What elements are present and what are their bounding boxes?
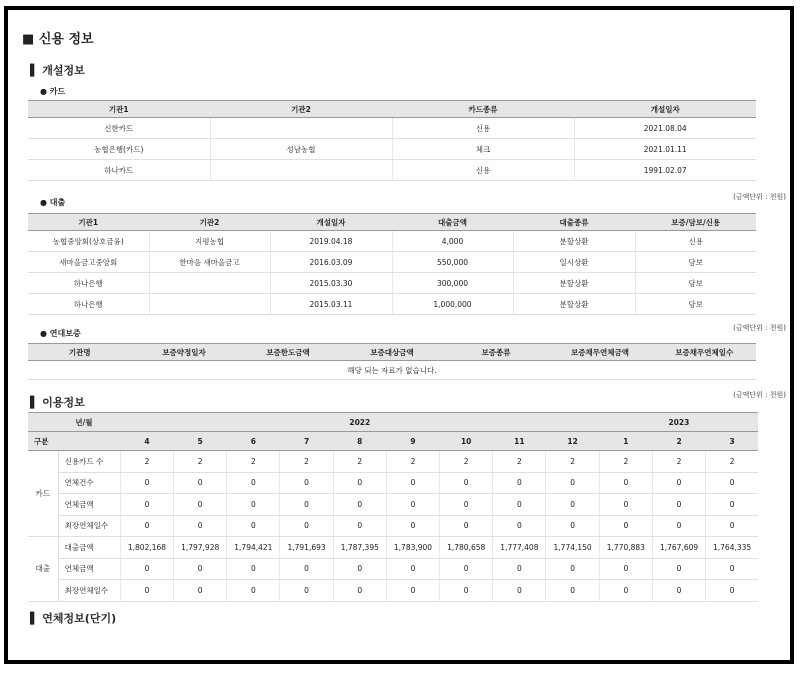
- table-cell: 0: [120, 558, 173, 580]
- table-cell: 1,783,900: [386, 537, 439, 559]
- table-cell: 일시상환: [513, 252, 635, 273]
- usage-table: [28, 412, 758, 602]
- table-cell: 1,774,150: [546, 537, 599, 559]
- guarantee-empty-message: 해당 되는 자료가 없습니다.: [28, 361, 756, 380]
- table-cell: 2: [333, 451, 386, 473]
- loan-table: [28, 213, 756, 315]
- column-header: 개설일자: [574, 101, 756, 118]
- month-header: 3: [706, 432, 758, 451]
- table-cell: 2: [546, 451, 599, 473]
- month-header: 9: [386, 432, 439, 451]
- table-cell: 0: [227, 580, 280, 602]
- table-cell: 0: [440, 580, 493, 602]
- card-heading: ● 카드: [40, 87, 66, 96]
- table-cell: 0: [706, 494, 758, 516]
- table-cell: 하나카드: [28, 160, 210, 181]
- table-cell: 0: [386, 515, 439, 537]
- table-cell: 2015.03.11: [270, 294, 392, 315]
- table-cell: 0: [440, 558, 493, 580]
- table-cell: 2: [599, 451, 652, 473]
- table-row: [28, 252, 756, 273]
- column-header: 기관명: [28, 344, 132, 361]
- table-cell: 1,764,335: [706, 537, 758, 559]
- table-row: [28, 515, 758, 537]
- month-header: 10: [440, 432, 493, 451]
- table-row: [28, 580, 758, 602]
- table-cell: 1,794,421: [227, 537, 280, 559]
- table-cell: 담보: [635, 294, 756, 315]
- table-cell: 0: [333, 515, 386, 537]
- table-cell: 1,770,883: [599, 537, 652, 559]
- table-cell: 1,780,658: [440, 537, 493, 559]
- table-cell: 2: [440, 451, 493, 473]
- table-cell: 2021.01.11: [574, 139, 756, 160]
- table-cell: 0: [652, 494, 705, 516]
- table-row: [28, 273, 756, 294]
- row-label: 대출금액: [58, 537, 120, 559]
- table-cell: 0: [546, 472, 599, 494]
- table-cell: 0: [333, 558, 386, 580]
- page-title: ■ 신용 정보: [22, 32, 94, 47]
- table-cell: 2: [386, 451, 439, 473]
- table-cell: 신한카드: [28, 118, 210, 139]
- row-label: 최장연체일수: [58, 515, 120, 537]
- row-label: 최장연체일수: [58, 580, 120, 602]
- loan-unit: (금액단위 : 천원): [733, 193, 786, 201]
- table-cell: 0: [706, 515, 758, 537]
- table-cell: 0: [227, 494, 280, 516]
- table-row: [28, 537, 758, 559]
- table-cell: 2: [280, 451, 333, 473]
- table-row: [28, 472, 758, 494]
- table-cell: 2019.04.18: [270, 231, 392, 252]
- group-label: 대출: [28, 537, 58, 602]
- table-cell: 1,797,928: [174, 537, 227, 559]
- column-header: 기관2: [149, 214, 270, 231]
- table-cell: [210, 160, 392, 181]
- month-header: 6: [227, 432, 280, 451]
- usage-corner-bottom: 구분: [28, 432, 120, 451]
- table-cell: 담보: [635, 252, 756, 273]
- table-cell: 0: [174, 515, 227, 537]
- table-cell: 0: [333, 494, 386, 516]
- table-cell: 0: [652, 580, 705, 602]
- month-header: 5: [174, 432, 227, 451]
- table-row: [28, 294, 756, 315]
- table-cell: 0: [599, 515, 652, 537]
- table-cell: 분할상환: [513, 231, 635, 252]
- card-table: [28, 100, 756, 181]
- table-cell: 2: [706, 451, 758, 473]
- table-cell: 1,767,609: [652, 537, 705, 559]
- month-header: 4: [120, 432, 173, 451]
- column-header: 기관1: [28, 101, 210, 118]
- table-cell: 0: [174, 558, 227, 580]
- column-header: 보증채무연체일수: [652, 344, 756, 361]
- table-cell: 0: [333, 472, 386, 494]
- table-cell: 지평농협: [149, 231, 270, 252]
- table-cell: 신용: [392, 118, 574, 139]
- table-cell: 0: [280, 515, 333, 537]
- row-label: 신용카드 수: [58, 451, 120, 473]
- table-cell: 0: [546, 494, 599, 516]
- month-header: 7: [280, 432, 333, 451]
- table-cell: 2: [652, 451, 705, 473]
- table-cell: 0: [120, 494, 173, 516]
- table-cell: 0: [227, 515, 280, 537]
- table-cell: 2: [227, 451, 280, 473]
- column-header: 보증약정일자: [132, 344, 236, 361]
- column-header: 보증/담보/신용: [635, 214, 756, 231]
- table-row: [28, 558, 758, 580]
- month-header: 2: [652, 432, 705, 451]
- table-cell: 0: [546, 515, 599, 537]
- table-cell: 0: [174, 472, 227, 494]
- usage-unit: (금액단위 : 천원): [733, 391, 786, 399]
- table-cell: 0: [440, 515, 493, 537]
- table-cell: 0: [386, 580, 439, 602]
- table-row: [28, 451, 758, 473]
- table-cell: 4,000: [392, 231, 513, 252]
- table-cell: 0: [440, 472, 493, 494]
- guarantee-heading: ● 연대보증: [40, 329, 81, 338]
- table-cell: 2021.08.04: [574, 118, 756, 139]
- table-row: [28, 139, 756, 160]
- table-cell: 2: [174, 451, 227, 473]
- table-cell: 0: [333, 580, 386, 602]
- row-label: 연체건수: [58, 472, 120, 494]
- table-cell: 하나은행: [28, 273, 149, 294]
- column-header: 보증대상금액: [340, 344, 444, 361]
- table-cell: 0: [599, 472, 652, 494]
- table-cell: 0: [227, 558, 280, 580]
- table-cell: 0: [599, 558, 652, 580]
- table-cell: 0: [280, 494, 333, 516]
- column-header: 보증채무연체금액: [548, 344, 652, 361]
- table-cell: 0: [174, 580, 227, 602]
- table-cell: 담보: [635, 273, 756, 294]
- row-label: 연체금액: [58, 494, 120, 516]
- table-cell: 1,777,408: [493, 537, 546, 559]
- table-cell: 2: [493, 451, 546, 473]
- table-row: [28, 160, 756, 181]
- table-cell: 0: [493, 580, 546, 602]
- table-cell: 0: [652, 515, 705, 537]
- opening-heading: ▌ 개설정보: [30, 64, 85, 77]
- table-cell: 0: [280, 472, 333, 494]
- table-cell: 0: [440, 494, 493, 516]
- usage-corner-top: 년/월: [28, 413, 120, 432]
- table-cell: 300,000: [392, 273, 513, 294]
- table-cell: 0: [174, 494, 227, 516]
- row-label: 연체금액: [58, 558, 120, 580]
- column-header: 카드종류: [392, 101, 574, 118]
- table-cell: 1,000,000: [392, 294, 513, 315]
- table-cell: 0: [493, 515, 546, 537]
- table-cell: 신용: [635, 231, 756, 252]
- month-header: 11: [493, 432, 546, 451]
- table-cell: 1991.02.07: [574, 160, 756, 181]
- column-header: 보증종류: [444, 344, 548, 361]
- table-cell: [210, 118, 392, 139]
- table-cell: 0: [706, 472, 758, 494]
- table-cell: 0: [706, 558, 758, 580]
- table-cell: 신용: [392, 160, 574, 181]
- table-cell: 0: [120, 580, 173, 602]
- group-label: 카드: [28, 451, 58, 537]
- guarantee-table: [28, 343, 756, 380]
- table-cell: 성남농협: [210, 139, 392, 160]
- table-cell: 0: [599, 580, 652, 602]
- column-header: 기관1: [28, 214, 149, 231]
- delinquency-heading: ▌ 연체정보(단기): [30, 612, 117, 625]
- table-cell: 1,787,395: [333, 537, 386, 559]
- table-cell: [149, 273, 270, 294]
- table-cell: 2015.03.30: [270, 273, 392, 294]
- table-cell: 0: [386, 494, 439, 516]
- table-cell: 0: [493, 558, 546, 580]
- table-cell: 0: [546, 580, 599, 602]
- table-cell: 농협은행(카드): [28, 139, 210, 160]
- table-cell: 분할상환: [513, 294, 635, 315]
- column-header: 보증한도금액: [236, 344, 340, 361]
- table-cell: 0: [280, 558, 333, 580]
- usage-year-header: 2023: [599, 413, 758, 432]
- loan-heading: ● 대출: [40, 198, 66, 207]
- month-header: 8: [333, 432, 386, 451]
- table-cell: 0: [386, 558, 439, 580]
- table-cell: [149, 294, 270, 315]
- table-cell: 0: [652, 472, 705, 494]
- table-cell: 체크: [392, 139, 574, 160]
- usage-year-header: 2022: [120, 413, 599, 432]
- table-cell: 0: [652, 558, 705, 580]
- table-cell: 분할상환: [513, 273, 635, 294]
- table-cell: 한마음 새마을금고: [149, 252, 270, 273]
- table-cell: 1,802,168: [120, 537, 173, 559]
- table-cell: 0: [493, 472, 546, 494]
- table-cell: 0: [120, 472, 173, 494]
- table-row: [28, 231, 756, 252]
- table-cell: 2016.03.09: [270, 252, 392, 273]
- table-cell: 0: [546, 558, 599, 580]
- table-cell: 0: [599, 494, 652, 516]
- column-header: 기관2: [210, 101, 392, 118]
- column-header: 대출금액: [392, 214, 513, 231]
- guarantee-unit: (금액단위 : 천원): [733, 324, 786, 332]
- usage-heading: ▌ 이용정보: [30, 396, 85, 409]
- table-cell: 하나은행: [28, 294, 149, 315]
- table-cell: 새마을금고중앙회: [28, 252, 149, 273]
- table-cell: 농협중앙회(상호금융): [28, 231, 149, 252]
- table-cell: 0: [227, 472, 280, 494]
- table-row: [28, 118, 756, 139]
- table-cell: 1,791,693: [280, 537, 333, 559]
- table-cell: 0: [706, 580, 758, 602]
- month-header: 1: [599, 432, 652, 451]
- table-cell: 2: [120, 451, 173, 473]
- table-cell: 0: [386, 472, 439, 494]
- column-header: 개설일자: [270, 214, 392, 231]
- table-cell: 0: [120, 515, 173, 537]
- column-header: 대출종류: [513, 214, 635, 231]
- table-cell: 550,000: [392, 252, 513, 273]
- table-row: [28, 494, 758, 516]
- table-cell: 0: [280, 580, 333, 602]
- month-header: 12: [546, 432, 599, 451]
- table-cell: 0: [493, 494, 546, 516]
